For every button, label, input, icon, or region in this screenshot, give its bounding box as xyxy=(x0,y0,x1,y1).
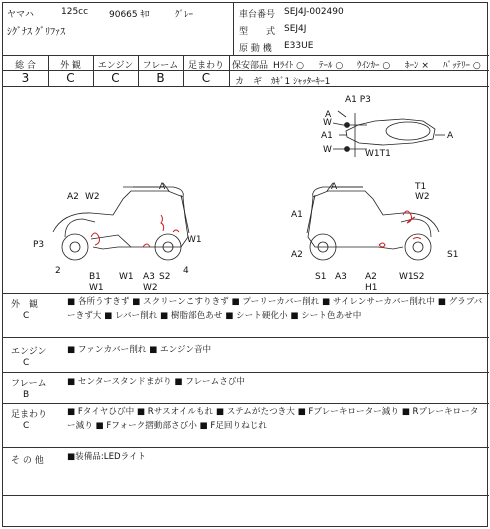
section-exterior-grade: C xyxy=(23,311,30,321)
section-exterior-label: 外 観 xyxy=(11,300,39,310)
left-label-w2-bottom: W2 xyxy=(143,283,158,293)
right-label-h1: H1 xyxy=(365,283,378,293)
equipment-headlight: Hﾗｲﾄ ○ xyxy=(273,61,304,71)
top-label-a-left: A xyxy=(325,110,332,120)
displacement: 125cc xyxy=(61,7,89,17)
right-label-a2-bottom: A2 xyxy=(365,272,377,282)
right-label-w2: W2 xyxy=(415,192,430,202)
right-label-w1: W1 xyxy=(399,272,414,282)
damage-diagram xyxy=(3,87,489,293)
equipment-winker: ｳｲﾝｶｰ ○ xyxy=(357,61,391,71)
equipment-label: 保安部品 xyxy=(232,61,269,71)
right-label-a2: A2 xyxy=(291,250,303,260)
model-name: ｼｸﾞﾅｽ ｸﾞﾘﾌｧｽ xyxy=(7,27,66,38)
left-label-w2: W2 xyxy=(85,192,100,202)
section-suspension-label: 足まわり xyxy=(11,410,48,420)
left-label-a2: A2 xyxy=(67,192,79,202)
right-label-s1-right: S1 xyxy=(447,250,459,260)
mileage: 90665 ｷﾛ xyxy=(109,10,150,20)
top-label-a1: A1 xyxy=(321,131,333,141)
right-label-a: A xyxy=(331,182,338,192)
grade-suspension: C xyxy=(201,71,211,85)
grade-exterior: C xyxy=(66,71,75,85)
grade-header-overall: 総 合 xyxy=(15,61,36,71)
right-label-s2: S2 xyxy=(413,272,425,282)
left-label-s2: S2 xyxy=(159,272,171,282)
left-label-w1-bottom: W1 xyxy=(89,283,104,293)
engine-model: E33UE xyxy=(284,41,314,51)
top-label-w1t1: W1T1 xyxy=(365,149,391,159)
grade-frame: B xyxy=(156,71,165,85)
grade-engine: C xyxy=(111,71,120,85)
damage-mark xyxy=(143,244,150,247)
equipment-taillight: ﾃｰﾙ ○ xyxy=(319,61,344,71)
damage-mark xyxy=(173,230,179,232)
header-divider xyxy=(233,3,234,55)
section-frame-grade: B xyxy=(23,390,30,400)
equipment-keys: カ ギ ｶｷﾞ1 ｼｬｯﾀｰｷｰ1 xyxy=(235,77,331,87)
engine-label: 原 動 機 xyxy=(239,44,272,54)
top-label-a-right: A xyxy=(447,131,454,141)
grade-header-exterior: 外 観 xyxy=(60,61,81,71)
top-label-w-top: W xyxy=(323,118,332,128)
section-suspension-text: ■ Fタイヤひび中 ■ Rサスオイルもれ ■ ステムがたつき大 ■ Fブレーキローター減り ■ Rブレーキローター減り ■ Fフォーク摺動部さび小 ■ F足回りねじれ xyxy=(67,407,479,431)
left-label-b1: B1 xyxy=(89,272,101,282)
left-label-a: A xyxy=(159,182,166,192)
right-label-t1: T1 xyxy=(415,182,427,192)
equipment-horn: ﾎｰﾝ × xyxy=(405,61,429,71)
section-suspension-grade: C xyxy=(23,421,30,431)
maker: ヤマハ xyxy=(7,10,34,20)
left-label-a3: A3 xyxy=(143,272,155,282)
damage-mark xyxy=(161,215,164,231)
left-label-4: 4 xyxy=(183,266,189,276)
equipment-battery: ﾊﾞｯﾃﾘｰ ○ xyxy=(443,61,481,71)
color: ｸﾞﾚｰ xyxy=(175,10,194,20)
section-exterior-text: ■ 各所うすきず ■ スクリーンこすりきず ■ プーリーカバー削れ ■ サイレンサーカバー削れ中 ■ グラブバーきず大 ■ レバー削れ ■ 樹脂部色あせ ■ シート硬化小 ■ シート色あせ中 xyxy=(67,297,483,321)
grade-header-suspension: 足まわり xyxy=(187,61,224,71)
section-engine-text: ■ ファンカバー削れ ■ エンジン音中 xyxy=(67,345,212,355)
section-frame-label: フレーム xyxy=(11,379,47,389)
left-label-w1-right: W1 xyxy=(187,235,202,245)
section-engine-label: エンジン xyxy=(11,347,47,357)
top-label-w-bottom: W xyxy=(323,145,332,155)
frame-number-label: 車台番号 xyxy=(239,10,276,20)
right-label-s1: S1 xyxy=(315,272,327,282)
damage-mark xyxy=(413,238,421,240)
left-label-w1-mid: W1 xyxy=(119,272,134,282)
section-other-label: そ の 他 xyxy=(11,456,44,466)
damage-mark xyxy=(379,243,385,247)
grade-overall: 3 xyxy=(21,71,30,85)
section-frame-text: ■ センタースタンドまがり ■ フレームさび中 xyxy=(67,377,246,387)
top-label-a1p3: A1 P3 xyxy=(345,95,371,105)
section-engine-grade: C xyxy=(23,358,30,368)
frame-number: SEJ4J-002490 xyxy=(284,7,344,17)
left-label-2: 2 xyxy=(55,266,61,276)
inspection-sheet xyxy=(2,2,488,527)
right-label-a3: A3 xyxy=(335,272,347,282)
grade-header-engine: エンジン xyxy=(97,61,134,71)
right-label-a1: A1 xyxy=(291,210,303,220)
model-type: SEJ4J xyxy=(284,24,307,34)
grade-header-frame: フレーム xyxy=(142,61,179,71)
left-label-p3: P3 xyxy=(33,240,45,250)
section-other-text: ■装備品:LEDライト xyxy=(67,452,147,462)
model-type-label: 型 式 xyxy=(239,27,276,37)
